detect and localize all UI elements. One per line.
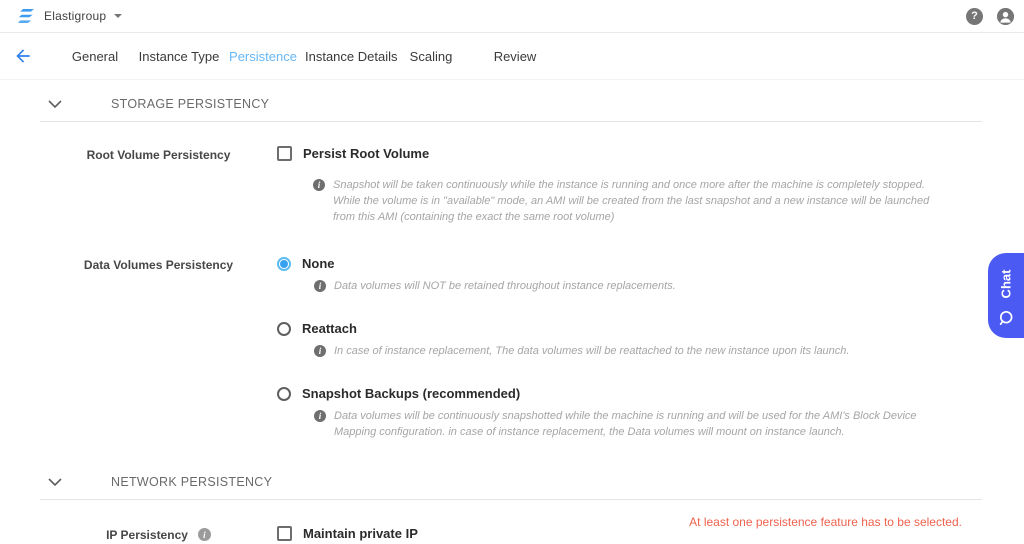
option-reattach	[277, 321, 1024, 359]
person-icon	[997, 8, 1014, 25]
tab-instance-details[interactable]: Instance Details	[305, 48, 398, 64]
helper-text: Snapshot will be taken continuously while the instance is running and once more after the machine is completely stopped. While the volume is in "available" mode, an AMI will be created from the last snapshot and a new instance will be launched from this AMI (containing the exact the same root volume)	[333, 179, 930, 223]
divider	[40, 499, 982, 500]
reattach-radio-label[interactable]: Reattach	[302, 321, 357, 336]
info-icon: i	[314, 345, 326, 357]
helper-text: Data volumes will NOT be retained throughout instance replacements.	[334, 280, 676, 292]
back-arrow-icon[interactable]	[13, 46, 33, 66]
info-icon: i	[314, 410, 326, 422]
none-radio-label[interactable]: None	[302, 256, 335, 271]
account-icon[interactable]	[997, 8, 1014, 25]
snapshot-backups-option[interactable]	[277, 386, 1024, 401]
chevron-down-icon[interactable]	[114, 14, 122, 18]
snapshot-backups-radio[interactable]	[277, 387, 291, 401]
option-none	[277, 256, 1024, 294]
root-volume-label: Root Volume Persistency	[86, 148, 231, 162]
wizard-tabs	[53, 49, 557, 64]
network-section-header[interactable]	[40, 471, 1024, 493]
chat-launcher[interactable]	[988, 253, 1024, 338]
help-icon[interactable]: ?	[966, 8, 983, 25]
reattach-radio[interactable]	[277, 322, 291, 336]
spotinst-logo-icon	[18, 9, 35, 23]
info-icon[interactable]: i	[198, 528, 211, 541]
persist-root-volume-option[interactable]	[277, 146, 1024, 161]
none-option[interactable]	[277, 256, 1024, 271]
none-radio[interactable]	[277, 257, 291, 271]
persistence-form	[0, 80, 1024, 542]
maintain-private-ip-checkbox[interactable]	[277, 526, 292, 541]
chat-bubble-icon	[998, 310, 1014, 327]
product-switcher-label[interactable]: Elastigroup	[44, 9, 107, 23]
info-icon: i	[313, 179, 325, 191]
storage-section-header[interactable]	[40, 93, 1024, 115]
ip-persistency-label-text: IP Persistency	[106, 528, 188, 542]
root-volume-row	[40, 146, 1024, 225]
validation-message: At least one persistence feature has to be selected.	[689, 515, 962, 529]
root-volume-helper	[313, 177, 1024, 225]
wizard-tabbar	[0, 33, 1024, 80]
tab-instance-type[interactable]: Instance Type	[138, 48, 220, 64]
snapshot-backups-radio-label[interactable]: Snapshot Backups (recommended)	[302, 386, 521, 401]
root-volume-controls	[277, 146, 1024, 225]
chat-launcher-label: Chat	[998, 269, 1014, 298]
helper-text: In case of instance replacement, The data volumes will be reattached to the new instance upon its launch.	[334, 345, 850, 357]
topbar	[0, 0, 1024, 33]
tab-review[interactable]: Review	[493, 48, 537, 64]
chevron-down-icon[interactable]	[48, 100, 62, 108]
tab-scaling[interactable]: Scaling	[409, 48, 453, 64]
chevron-down-icon[interactable]	[48, 478, 62, 486]
helper-text: Data volumes will be continuously snapshotted while the machine is running and will be used for the AMI's Block Device Mapping configuration. in case of instance replacement, the Data volumes will mount on instance launch.	[334, 410, 917, 438]
reattach-option[interactable]	[277, 321, 1024, 336]
network-section-title: NETWORK PERSISTENCY	[111, 475, 273, 489]
persist-root-volume-checkbox[interactable]	[277, 146, 292, 161]
none-helper	[314, 278, 1024, 294]
option-snapshot-backups	[277, 386, 1024, 440]
ip-persistency-label	[40, 526, 277, 542]
maintain-private-ip-checkbox-label[interactable]: Maintain private IP	[303, 526, 418, 541]
storage-section-title: STORAGE PERSISTENCY	[111, 97, 270, 111]
tab-persistence[interactable]: Persistence	[229, 48, 297, 64]
data-volumes-label: Data Volumes Persistency	[83, 258, 234, 272]
persist-root-volume-checkbox-label[interactable]: Persist Root Volume	[303, 146, 430, 161]
snapshot-backups-helper	[314, 408, 1024, 440]
info-icon: i	[314, 280, 326, 292]
divider	[40, 121, 982, 122]
data-volumes-row	[40, 256, 1024, 440]
data-volumes-options	[277, 256, 1024, 440]
tab-general[interactable]: General	[71, 48, 119, 64]
reattach-helper	[314, 343, 1024, 359]
